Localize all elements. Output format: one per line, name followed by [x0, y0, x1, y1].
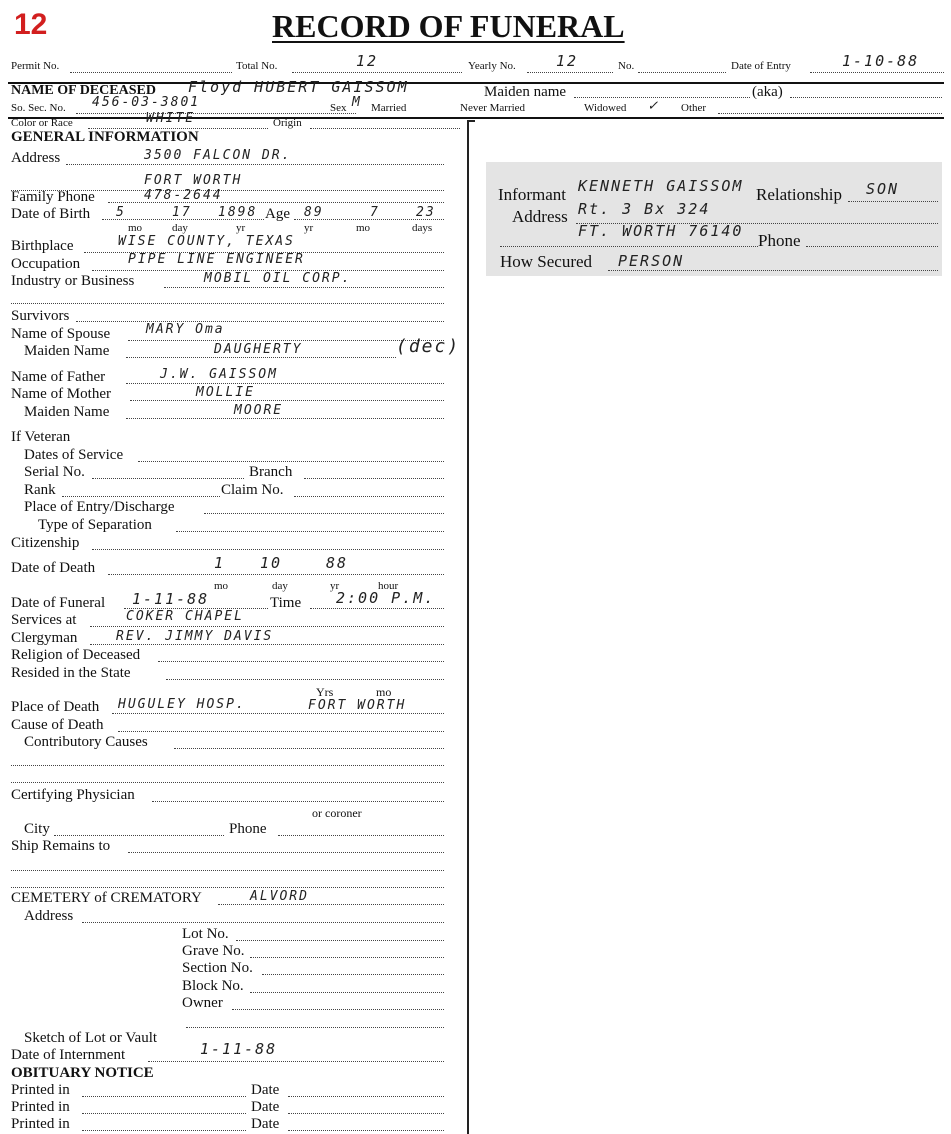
owner-label: Owner: [182, 995, 223, 1011]
clergyman-label: Clergyman: [11, 630, 78, 646]
lot-label: Lot No.: [182, 926, 229, 942]
rank-line: [62, 496, 220, 497]
internment-label: Date of Internment: [11, 1047, 126, 1063]
relationship-value: SON: [866, 180, 900, 198]
separation-label: Type of Separation: [38, 517, 152, 533]
sex-label: Sex: [330, 102, 347, 114]
entry-discharge-line: [204, 513, 444, 514]
city-line: [54, 835, 224, 836]
rank-label: Rank: [24, 482, 56, 498]
lot-line: [236, 940, 444, 941]
religion-line: [158, 661, 444, 662]
industry-line: [164, 287, 444, 288]
separation-line: [176, 531, 444, 532]
dob-label: Date of Birth: [11, 206, 91, 222]
address2-value: FORT WORTH: [144, 173, 243, 188]
relationship-label: Relationship: [756, 185, 842, 204]
cemetery-value: ALVORD: [250, 889, 309, 904]
clergyman-line: [90, 644, 444, 645]
blank-line-3: [11, 782, 444, 783]
printed-date-label-1: Date: [251, 1082, 280, 1098]
mother-maiden-label: Maiden Name: [24, 404, 110, 420]
death-date-year: 88: [326, 554, 349, 572]
printed-in-label-3: Printed in: [11, 1116, 70, 1132]
age-days: 23: [416, 205, 436, 220]
dob-month: 5: [116, 205, 126, 220]
sub-day: day: [172, 222, 188, 234]
branch-line: [304, 478, 444, 479]
how-secured-value: PERSON: [618, 252, 685, 270]
cemetery-address-label: Address: [24, 908, 74, 924]
printed-in-line-2: [82, 1113, 246, 1114]
grave-label: Grave No.: [182, 943, 245, 959]
informant-address2-value: FT. WORTH 76140: [578, 222, 744, 240]
claim-label: Claim No.: [221, 482, 284, 498]
occupation-label: Occupation: [11, 256, 81, 272]
birthplace-value: WISE COUNTY, TEXAS: [118, 234, 295, 249]
printed-date-line-3: [288, 1130, 444, 1131]
dob-year: 1898: [218, 205, 258, 220]
death-sub-hour: hour: [378, 580, 399, 592]
resided-line: [166, 679, 444, 680]
column-divider: [467, 120, 469, 1134]
sub-yr: yr: [236, 222, 246, 234]
total-line: [292, 72, 462, 73]
married-label: Married: [371, 102, 407, 114]
widowed-label: Widowed: [584, 102, 627, 114]
industry-value: MOBIL OIL CORP.: [204, 271, 352, 286]
coroner-label: or coroner: [312, 806, 362, 820]
divider-tick: [467, 120, 475, 122]
race-value: WHITE: [146, 111, 196, 126]
sub-days: days: [412, 222, 433, 234]
blank-line-4: [11, 870, 444, 871]
internment-line: [148, 1061, 444, 1062]
no-line: [638, 72, 726, 73]
family-phone-label: Family Phone: [11, 189, 95, 205]
spouse-maiden-label: Maiden Name: [24, 343, 110, 359]
death-place-line: [112, 713, 444, 714]
religion-label: Religion of Deceased: [11, 647, 141, 663]
ssn-value: 456-03-3801: [92, 95, 201, 110]
citizenship-line: [92, 549, 444, 550]
printed-in-label-1: Printed in: [11, 1082, 70, 1098]
sub-yr2: yr: [304, 222, 314, 234]
death-sub-mo: mo: [214, 580, 229, 592]
father-label: Name of Father: [11, 369, 106, 385]
death-place-value: HUGULEY HOSP.: [118, 697, 246, 712]
father-line: [126, 383, 444, 384]
name-label: NAME OF DECEASED: [11, 83, 156, 98]
branch-label: Branch: [249, 464, 293, 480]
claim-line: [294, 496, 444, 497]
spouse-maiden-value: DAUGHERTY: [214, 342, 303, 357]
time-line: [310, 608, 444, 609]
citizenship-label: Citizenship: [11, 535, 80, 551]
relationship-line: [848, 201, 938, 202]
ship-label: Ship Remains to: [11, 838, 111, 854]
informant-address2-line: [500, 246, 758, 247]
spouse-value: MARY Oma: [146, 322, 225, 337]
services-label: Services at: [11, 612, 77, 628]
internment-value: 1-11-88: [200, 1040, 278, 1058]
block-line: [250, 992, 444, 993]
serial-label: Serial No.: [24, 464, 85, 480]
city-label: City: [24, 821, 50, 837]
printed-date-line-2: [288, 1113, 444, 1114]
death-sub-yr: yr: [330, 580, 340, 592]
informant-phone-label: Phone: [758, 231, 801, 250]
address-line: [66, 164, 444, 165]
occupation-value: PIPE LINE ENGINEER: [128, 252, 305, 267]
block-label: Block No.: [182, 978, 244, 994]
ssn-line: [76, 113, 356, 114]
funeral-date-value: 1-11-88: [132, 590, 210, 608]
blank-line-2: [11, 765, 444, 766]
blank-line-6: [186, 1027, 444, 1028]
services-value: COKER CHAPEL: [126, 609, 244, 624]
form-number: 12: [14, 8, 48, 41]
name-value: Floyd HUBERT GAISSOM: [188, 78, 409, 96]
how-secured-line: [608, 270, 938, 271]
aka-line: [790, 97, 942, 98]
printed-date-label-3: Date: [251, 1116, 280, 1132]
survivors-label: Survivors: [11, 308, 70, 324]
printed-in-label-2: Printed in: [11, 1099, 70, 1115]
owner-line: [232, 1009, 444, 1010]
clergyman-value: REV. JIMMY DAVIS: [116, 629, 274, 644]
entry-discharge-label: Place of Entry/Discharge: [24, 499, 175, 515]
sub-mo: mo: [128, 222, 143, 234]
industry-label: Industry or Business: [11, 273, 135, 289]
total-value: 12: [356, 52, 379, 70]
blank-line-1: [11, 303, 444, 304]
entry-value: 1-10-88: [842, 52, 920, 70]
yrs-label: Yrs: [316, 685, 334, 699]
informant-address-value: Rt. 3 Bx 324: [578, 200, 711, 218]
maiden-line: [574, 97, 750, 98]
time-label: Time: [270, 595, 302, 611]
contributory-line: [174, 748, 444, 749]
no-label: No.: [618, 60, 635, 72]
cause-line: [118, 731, 444, 732]
printed-date-line-1: [288, 1096, 444, 1097]
page-title: RECORD OF FUNERAL: [272, 8, 625, 44]
race-label: Color or Race: [11, 117, 73, 129]
origin-label: Origin: [273, 117, 302, 129]
informant-phone-line: [806, 246, 938, 247]
mother-maiden-value: MOORE: [234, 403, 284, 418]
address-label: Address: [11, 150, 61, 166]
entry-label: Date of Entry: [731, 60, 791, 72]
informant-label: Informant: [498, 185, 566, 204]
printed-in-line-1: [82, 1096, 246, 1097]
funeral-date-label: Date of Funeral: [11, 595, 106, 611]
dob-day: 17: [172, 205, 192, 220]
cause-label: Cause of Death: [11, 717, 104, 733]
death-place-city: FORT WORTH: [308, 698, 407, 713]
mother-value: MOLLIE: [196, 385, 255, 400]
printed-in-line-3: [82, 1130, 246, 1131]
blank-line-5: [11, 887, 444, 888]
other-label: Other: [681, 102, 707, 114]
aka-label: (aka): [752, 84, 783, 100]
death-sub-day: day: [272, 580, 288, 592]
section-label: Section No.: [182, 960, 253, 976]
widowed-checkmark: ✓: [648, 96, 660, 114]
entry-line: [810, 72, 944, 73]
never-married-label: Never Married: [460, 102, 526, 114]
grave-line: [250, 957, 444, 958]
printed-date-label-2: Date: [251, 1099, 280, 1115]
mo-label: mo: [376, 685, 392, 699]
physician-line: [152, 801, 444, 802]
survivors-line: [76, 321, 444, 322]
section-line: [262, 974, 444, 975]
services-line: [90, 626, 444, 627]
death-date-line: [108, 574, 444, 575]
family-phone-value: 478-2644: [144, 188, 223, 203]
physician-label: Certifying Physician: [11, 787, 135, 803]
cemetery-address-line: [82, 922, 444, 923]
age-years: 89: [304, 205, 324, 220]
death-date-label: Date of Death: [11, 560, 96, 576]
yearly-line: [527, 72, 613, 73]
contributory-label: Contributory Causes: [24, 734, 148, 750]
resided-label: Resided in the State: [11, 665, 131, 681]
mother-line: [130, 400, 444, 401]
sketch-label: Sketch of Lot or Vault: [24, 1030, 158, 1046]
veteran-label: If Veteran: [11, 429, 71, 445]
spouse-deceased-note: (dec): [396, 336, 461, 357]
service-dates-label: Dates of Service: [24, 447, 124, 463]
death-date-month: 1: [214, 554, 226, 572]
spouse-label: Name of Spouse: [11, 326, 111, 342]
physician-phone-label: Phone: [229, 821, 267, 837]
cemetery-line: [218, 904, 444, 905]
general-heading: GENERAL INFORMATION: [11, 129, 199, 145]
physician-phone-line: [278, 835, 444, 836]
death-place-label: Place of Death: [11, 699, 100, 715]
how-secured-label: How Secured: [500, 252, 593, 271]
service-dates-line: [138, 461, 444, 462]
origin-line: [310, 128, 460, 129]
permit-label: Permit No.: [11, 60, 60, 72]
ssn-label: So. Sec. No.: [11, 102, 66, 114]
informant-value: KENNETH GAISSOM: [578, 177, 744, 195]
yearly-label: Yearly No.: [468, 60, 516, 72]
cemetery-label: CEMETERY of CREMATORY: [11, 890, 202, 906]
serial-line: [92, 478, 244, 479]
total-label: Total No.: [236, 60, 278, 72]
age-months: 7: [370, 205, 380, 220]
spouse-maiden-line: [126, 357, 396, 358]
permit-line: [70, 72, 232, 73]
informant-address-label: Address: [512, 207, 568, 226]
death-date-day: 10: [260, 554, 283, 572]
other-line: [718, 113, 942, 114]
time-value: 2:00 P.M.: [336, 589, 436, 607]
ship-line: [128, 852, 444, 853]
obituary-heading: OBITUARY NOTICE: [11, 1065, 154, 1081]
maiden-label: Maiden name: [484, 84, 567, 100]
age-label: Age: [265, 206, 290, 222]
yearly-value: 12: [556, 52, 579, 70]
address-value: 3500 FALCON DR.: [144, 148, 292, 163]
sex-value: M: [352, 95, 362, 110]
birthplace-label: Birthplace: [11, 238, 74, 254]
sub-mo2: mo: [356, 222, 371, 234]
mother-maiden-line: [126, 418, 444, 419]
mother-label: Name of Mother: [11, 386, 111, 402]
father-value: J.W. GAISSOM: [160, 367, 278, 382]
